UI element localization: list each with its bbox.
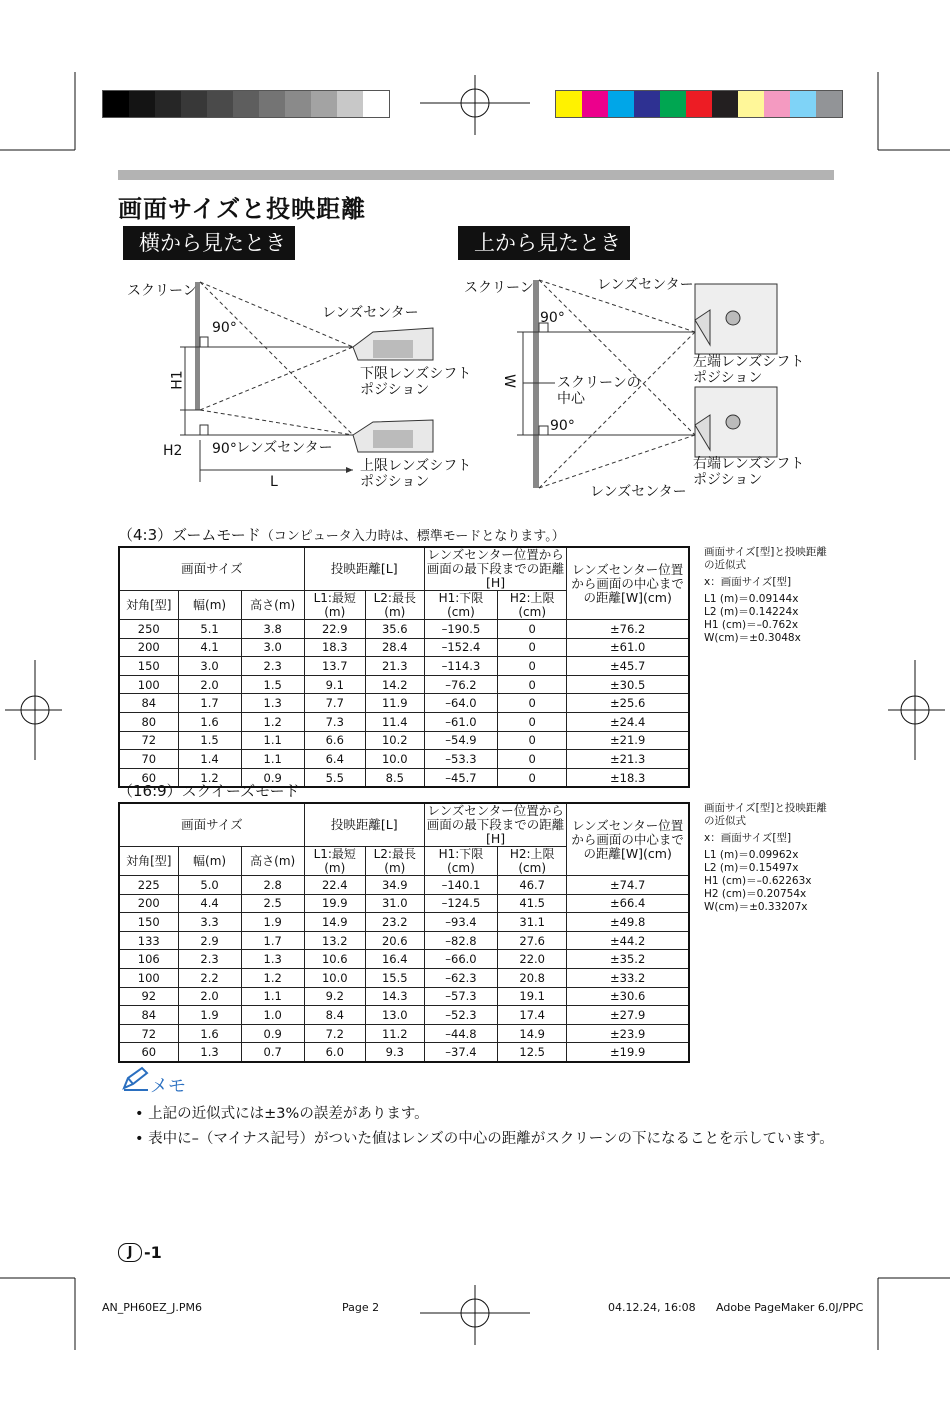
- table-cell: 10.0: [304, 968, 365, 987]
- table-row: [119, 876, 689, 895]
- table-169: [118, 802, 690, 1063]
- table-cell: –66.0: [424, 950, 497, 969]
- table-cell: ±21.9: [567, 731, 689, 750]
- table-cell: ±35.2: [567, 950, 689, 969]
- column-header: 対角[型]: [119, 847, 178, 876]
- table-cell: 7.3: [304, 712, 365, 731]
- table-cell: 22.9: [304, 620, 365, 639]
- table-cell: 84: [119, 694, 178, 713]
- process-color-bar: [555, 90, 843, 118]
- color-swatch: [764, 91, 790, 117]
- table-cell: ±66.4: [567, 894, 689, 913]
- table-row: [119, 987, 689, 1006]
- table-cell: 200: [119, 638, 178, 657]
- top-lens-center: レンズセンター: [597, 277, 694, 293]
- table-cell: 13.7: [304, 657, 365, 676]
- table-cell: 60: [119, 768, 178, 787]
- table-cell: 31.1: [498, 913, 567, 932]
- column-header: H2:上限(cm): [498, 591, 567, 620]
- table-row: [119, 968, 689, 987]
- table-cell: –152.4: [424, 638, 497, 657]
- table-cell: 23.2: [365, 913, 424, 932]
- table-cell: 100: [119, 968, 178, 987]
- gray-swatch: [207, 91, 233, 117]
- table-cell: 7.2: [304, 1024, 365, 1043]
- table-cell: –52.3: [424, 1006, 497, 1025]
- table-cell: 0: [498, 694, 567, 713]
- table-cell: –93.4: [424, 913, 497, 932]
- table-cell: 1.7: [241, 931, 304, 950]
- formula-line: W(cm)＝±0.3048x: [704, 632, 801, 644]
- table-cell: 1.2: [241, 712, 304, 731]
- table-cell: –54.9: [424, 731, 497, 750]
- color-swatch: [608, 91, 634, 117]
- formula-line: の近似式: [704, 559, 746, 571]
- gray-swatch: [285, 91, 311, 117]
- table-cell: 2.3: [241, 657, 304, 676]
- header-distance: 投映距離[L]: [304, 547, 424, 591]
- gray-swatch: [311, 91, 337, 117]
- table-cell: 2.9: [178, 931, 241, 950]
- table-cell: 2.2: [178, 968, 241, 987]
- formula-line: 画面サイズ[型]と投映距離: [704, 802, 827, 814]
- table-cell: –61.0: [424, 712, 497, 731]
- table-cell: 3.0: [241, 638, 304, 657]
- table-cell: –82.8: [424, 931, 497, 950]
- table-cell: 35.6: [365, 620, 424, 639]
- table-cell: 225: [119, 876, 178, 895]
- table-cell: ±30.6: [567, 987, 689, 1006]
- formula-line: L2 (m)＝0.14224x: [704, 606, 799, 618]
- footer-date: 04.12.24, 16:08: [608, 1301, 696, 1314]
- formula-line: W(cm)＝±0.33207x: [704, 901, 808, 913]
- color-swatch: [660, 91, 686, 117]
- table-cell: 100: [119, 675, 178, 694]
- table-cell: 19.1: [498, 987, 567, 1006]
- table-cell: 9.3: [365, 1043, 424, 1062]
- column-header: H1:下限(cm): [424, 847, 497, 876]
- table-cell: –57.3: [424, 987, 497, 1006]
- table-cell: 1.1: [241, 750, 304, 769]
- table-cell: 2.0: [178, 987, 241, 1006]
- formula-line: H1 (cm)＝–0.762x: [704, 619, 799, 631]
- gray-swatch: [363, 91, 389, 117]
- formula-line: の近似式: [704, 815, 746, 827]
- table-cell: 9.2: [304, 987, 365, 1006]
- table-cell: 0: [498, 731, 567, 750]
- projector-right: [695, 387, 777, 457]
- table-cell: –64.0: [424, 694, 497, 713]
- table-cell: 1.3: [178, 1043, 241, 1062]
- gray-swatch: [337, 91, 363, 117]
- header-screen-size: 画面サイズ: [119, 547, 304, 591]
- page-circle: J: [118, 1243, 142, 1262]
- table-cell: ±25.6: [567, 694, 689, 713]
- table-cell: 46.7: [498, 876, 567, 895]
- table-cell: 2.8: [241, 876, 304, 895]
- table-cell: ±61.0: [567, 638, 689, 657]
- table-cell: ±49.8: [567, 913, 689, 932]
- table-cell: 1.5: [178, 731, 241, 750]
- gray-swatch: [155, 91, 181, 117]
- table-row: [119, 950, 689, 969]
- formula-43: [704, 546, 827, 645]
- formula-line: x：画面サイズ[型]: [704, 832, 792, 844]
- table-cell: ±18.3: [567, 768, 689, 787]
- color-swatch: [738, 91, 764, 117]
- formula-line: L1 (m)＝0.09962x: [704, 849, 799, 861]
- screen-center-1: スクリーンの: [557, 375, 641, 391]
- table-cell: ±33.2: [567, 968, 689, 987]
- header-h: レンズセンター位置から 画面の最下段までの距離[H]: [424, 547, 566, 591]
- table-cell: ±27.9: [567, 1006, 689, 1025]
- column-header: 幅(m): [178, 591, 241, 620]
- table-cell: 13.2: [304, 931, 365, 950]
- top-lens-center-2: レンズセンター: [590, 484, 687, 500]
- projector-upper: [353, 328, 433, 360]
- table-cell: 10.2: [365, 731, 424, 750]
- table-cell: 1.2: [241, 968, 304, 987]
- gray-color-bar: [102, 90, 390, 118]
- table-cell: 22.0: [498, 950, 567, 969]
- table-cell: 27.6: [498, 931, 567, 950]
- header-screen-size: 画面サイズ: [119, 803, 304, 847]
- table-row: [119, 620, 689, 639]
- h2-label: H2: [163, 443, 183, 459]
- lower-shift-1: 下限レンズシフト: [360, 366, 472, 382]
- table-cell: 31.0: [365, 894, 424, 913]
- table-cell: 92: [119, 987, 178, 1006]
- side-angle-bottom: 90°: [212, 441, 237, 457]
- table-cell: 20.6: [365, 931, 424, 950]
- table-cell: 9.1: [304, 675, 365, 694]
- table-cell: ±76.2: [567, 620, 689, 639]
- table-cell: 28.4: [365, 638, 424, 657]
- screen-center-2: 中心: [557, 391, 585, 407]
- table-cell: 16.4: [365, 950, 424, 969]
- table-cell: 20.8: [498, 968, 567, 987]
- table-cell: 10.6: [304, 950, 365, 969]
- table-cell: 4.4: [178, 894, 241, 913]
- table-cell: 60: [119, 1043, 178, 1062]
- table-cell: 4.1: [178, 638, 241, 657]
- table-cell: ±21.3: [567, 750, 689, 769]
- table-cell: 0: [498, 675, 567, 694]
- header-w: レンズセンター位置 から画面の中心まで の距離[W](cm): [567, 803, 689, 876]
- table-cell: 1.3: [241, 694, 304, 713]
- column-header: L2:最長(m): [365, 847, 424, 876]
- w-label: W: [500, 374, 517, 388]
- table-cell: –140.1: [424, 876, 497, 895]
- table-cell: 2.3: [178, 950, 241, 969]
- top-angle-top: 90°: [540, 310, 565, 326]
- column-header: H1:下限(cm): [424, 591, 497, 620]
- formula-line: H1 (cm)＝–0.62263x: [704, 875, 812, 887]
- table-cell: ±19.9: [567, 1043, 689, 1062]
- table-cell: 106: [119, 950, 178, 969]
- color-swatch: [582, 91, 608, 117]
- gray-swatch: [233, 91, 259, 117]
- table-cell: ±74.7: [567, 876, 689, 895]
- table-cell: 10.0: [365, 750, 424, 769]
- table-43-heading: [118, 524, 565, 545]
- table-cell: ±24.4: [567, 712, 689, 731]
- gray-swatch: [103, 91, 129, 117]
- table-cell: 13.0: [365, 1006, 424, 1025]
- column-header: 高さ(m): [241, 847, 304, 876]
- table-cell: 72: [119, 1024, 178, 1043]
- table-cell: 150: [119, 657, 178, 676]
- side-lens-center: レンズセンター: [322, 305, 419, 321]
- table-cell: –114.3: [424, 657, 497, 676]
- table-cell: 250: [119, 620, 178, 639]
- table-cell: ±23.9: [567, 1024, 689, 1043]
- right-shift-2: ポジション: [693, 472, 763, 488]
- top-angle-bottom: 90°: [550, 418, 575, 434]
- table-cell: 14.9: [304, 913, 365, 932]
- gray-swatch: [259, 91, 285, 117]
- page-number-value: -1: [144, 1243, 162, 1262]
- projector-left: [695, 284, 777, 354]
- table-cell: 3.8: [241, 620, 304, 639]
- table-cell: 19.9: [304, 894, 365, 913]
- table-cell: 1.6: [178, 712, 241, 731]
- color-swatch: [686, 91, 712, 117]
- table-cell: –53.3: [424, 750, 497, 769]
- table-cell: –62.3: [424, 968, 497, 987]
- table-43: [118, 546, 690, 788]
- table-cell: 0: [498, 750, 567, 769]
- column-header: L1:最短(m): [304, 847, 365, 876]
- pencil-memo-icon: [122, 1066, 150, 1092]
- table-row: [119, 638, 689, 657]
- table-cell: 0: [498, 638, 567, 657]
- table-cell: –76.2: [424, 675, 497, 694]
- table-row: [119, 1043, 689, 1062]
- table-cell: 6.4: [304, 750, 365, 769]
- table-row: [119, 913, 689, 932]
- table-cell: 1.9: [241, 913, 304, 932]
- table-cell: 15.5: [365, 968, 424, 987]
- table-cell: 84: [119, 1006, 178, 1025]
- header-rule: [118, 170, 834, 180]
- color-swatch: [556, 91, 582, 117]
- table-cell: 8.4: [304, 1006, 365, 1025]
- upper-shift-2: ポジション: [360, 474, 430, 490]
- table-cell: 7.7: [304, 694, 365, 713]
- table-169-heading: （16:9）スクイーズモード: [118, 782, 300, 800]
- column-header: L2:最長(m): [365, 591, 424, 620]
- table-cell: 3.0: [178, 657, 241, 676]
- table-cell: 1.7: [178, 694, 241, 713]
- table-row: [119, 894, 689, 913]
- table-row: [119, 750, 689, 769]
- table-cell: 14.3: [365, 987, 424, 1006]
- table-cell: 5.5: [304, 768, 365, 787]
- table-cell: 11.4: [365, 712, 424, 731]
- page-title: 画面サイズと投映距離: [118, 195, 367, 223]
- table-cell: 1.1: [241, 731, 304, 750]
- side-lens-center-2: レンズセンター: [236, 440, 333, 456]
- upper-shift-1: 上限レンズシフト: [360, 458, 472, 474]
- table-cell: 0.9: [241, 1024, 304, 1043]
- top-view-label: 上から見たとき: [458, 226, 630, 260]
- header-distance: 投映距離[L]: [304, 803, 424, 847]
- table-cell: 80: [119, 712, 178, 731]
- screen-bar: [533, 280, 539, 488]
- table-cell: 2.5: [241, 894, 304, 913]
- footer-app: Adobe PageMaker 6.0J/PPC: [716, 1301, 864, 1314]
- table-cell: 150: [119, 913, 178, 932]
- table-cell: 1.4: [178, 750, 241, 769]
- table-cell: –44.8: [424, 1024, 497, 1043]
- footer-page: Page 2: [342, 1301, 380, 1314]
- side-screen-label: スクリーン: [127, 283, 197, 299]
- footer-file: AN_PH60EZ_J.PM6: [102, 1301, 203, 1314]
- table-row: [119, 712, 689, 731]
- page-number: [118, 1243, 162, 1262]
- gray-swatch: [181, 91, 207, 117]
- formula-line: 画面サイズ[型]と投映距離: [704, 546, 827, 558]
- table-cell: 6.6: [304, 731, 365, 750]
- side-view-label: 横から見たとき: [123, 226, 295, 260]
- color-swatch: [712, 91, 738, 117]
- table-row: [119, 1006, 689, 1025]
- table-cell: 11.2: [365, 1024, 424, 1043]
- right-shift-1: 右端レンズシフト: [693, 456, 805, 472]
- table-cell: 1.2: [178, 768, 241, 787]
- table-cell: 18.3: [304, 638, 365, 657]
- table-cell: 1.3: [241, 950, 304, 969]
- h1-label: H1: [169, 370, 186, 390]
- table-row: [119, 675, 689, 694]
- column-header: 対角[型]: [119, 591, 178, 620]
- lower-shift-2: ポジション: [360, 382, 430, 398]
- table-cell: 1.1: [241, 987, 304, 1006]
- side-angle-top: 90°: [212, 320, 237, 336]
- table-row: [119, 1024, 689, 1043]
- table-cell: 0: [498, 712, 567, 731]
- column-header: 幅(m): [178, 847, 241, 876]
- table-cell: 8.5: [365, 768, 424, 787]
- table-cell: 3.3: [178, 913, 241, 932]
- header-w: レンズセンター位置 から画面の中心まで の距離[W](cm): [567, 547, 689, 620]
- table-cell: 0: [498, 657, 567, 676]
- table-cell: 22.4: [304, 876, 365, 895]
- table-row: [119, 657, 689, 676]
- table-43-note: （コンピュータ入力時は、標準モードとなります。）: [260, 529, 565, 544]
- left-shift-2: ポジション: [693, 370, 763, 386]
- memo-bullet-2: • 表中に–（マイナス記号）がついた値はレンズの中心の距離がスクリーンの下になることを示しています。: [135, 1131, 834, 1147]
- formula-line: L1 (m)＝0.09144x: [704, 593, 799, 605]
- screen-bar: [195, 282, 200, 410]
- table-cell: 1.6: [178, 1024, 241, 1043]
- table-cell: 0.7: [241, 1043, 304, 1062]
- table-cell: 2.0: [178, 675, 241, 694]
- table-cell: 14.2: [365, 675, 424, 694]
- table-cell: 11.9: [365, 694, 424, 713]
- table-cell: 0.9: [241, 768, 304, 787]
- table-cell: 6.0: [304, 1043, 365, 1062]
- table-cell: 1.0: [241, 1006, 304, 1025]
- table-cell: ±45.7: [567, 657, 689, 676]
- formula-line: L2 (m)＝0.15497x: [704, 862, 799, 874]
- table-cell: 12.5: [498, 1043, 567, 1062]
- table-cell: 17.4: [498, 1006, 567, 1025]
- column-header: H2:上限(cm): [498, 847, 567, 876]
- column-header: L1:最短(m): [304, 591, 365, 620]
- table-43-title: （4:3）ズームモード: [118, 526, 261, 544]
- color-swatch: [634, 91, 660, 117]
- table-cell: ±44.2: [567, 931, 689, 950]
- table-cell: ±30.5: [567, 675, 689, 694]
- header-h: レンズセンター位置から 画面の最下段までの距離[H]: [424, 803, 566, 847]
- memo-title: メモ: [150, 1076, 186, 1097]
- color-swatch: [816, 91, 842, 117]
- table-cell: 0: [498, 768, 567, 787]
- left-shift-1: 左端レンズシフト: [693, 354, 805, 370]
- table-cell: 0: [498, 620, 567, 639]
- table-cell: 14.9: [498, 1024, 567, 1043]
- table-cell: 34.9: [365, 876, 424, 895]
- table-cell: 72: [119, 731, 178, 750]
- formula-line: x：画面サイズ[型]: [704, 576, 792, 588]
- table-row: [119, 731, 689, 750]
- gray-swatch: [129, 91, 155, 117]
- column-header: 高さ(m): [241, 591, 304, 620]
- projector-lower: [353, 420, 433, 452]
- table-cell: 133: [119, 931, 178, 950]
- table-row: [119, 931, 689, 950]
- top-screen-label: スクリーン: [464, 280, 534, 296]
- table-cell: –45.7: [424, 768, 497, 787]
- table-cell: –124.5: [424, 894, 497, 913]
- table-cell: 5.1: [178, 620, 241, 639]
- table-cell: 5.0: [178, 876, 241, 895]
- table-cell: –190.5: [424, 620, 497, 639]
- table-cell: –37.4: [424, 1043, 497, 1062]
- formula-169: [704, 802, 827, 914]
- l-label: L: [270, 474, 278, 490]
- memo-bullet-1: • 上記の近似式には±3%の誤差があります。: [135, 1106, 429, 1122]
- formula-line: H2 (cm)＝0.20754x: [704, 888, 807, 900]
- table-cell: 200: [119, 894, 178, 913]
- table-cell: 41.5: [498, 894, 567, 913]
- color-swatch: [790, 91, 816, 117]
- table-cell: 70: [119, 750, 178, 769]
- table-cell: 21.3: [365, 657, 424, 676]
- table-cell: 1.9: [178, 1006, 241, 1025]
- table-cell: 1.5: [241, 675, 304, 694]
- table-row: [119, 694, 689, 713]
